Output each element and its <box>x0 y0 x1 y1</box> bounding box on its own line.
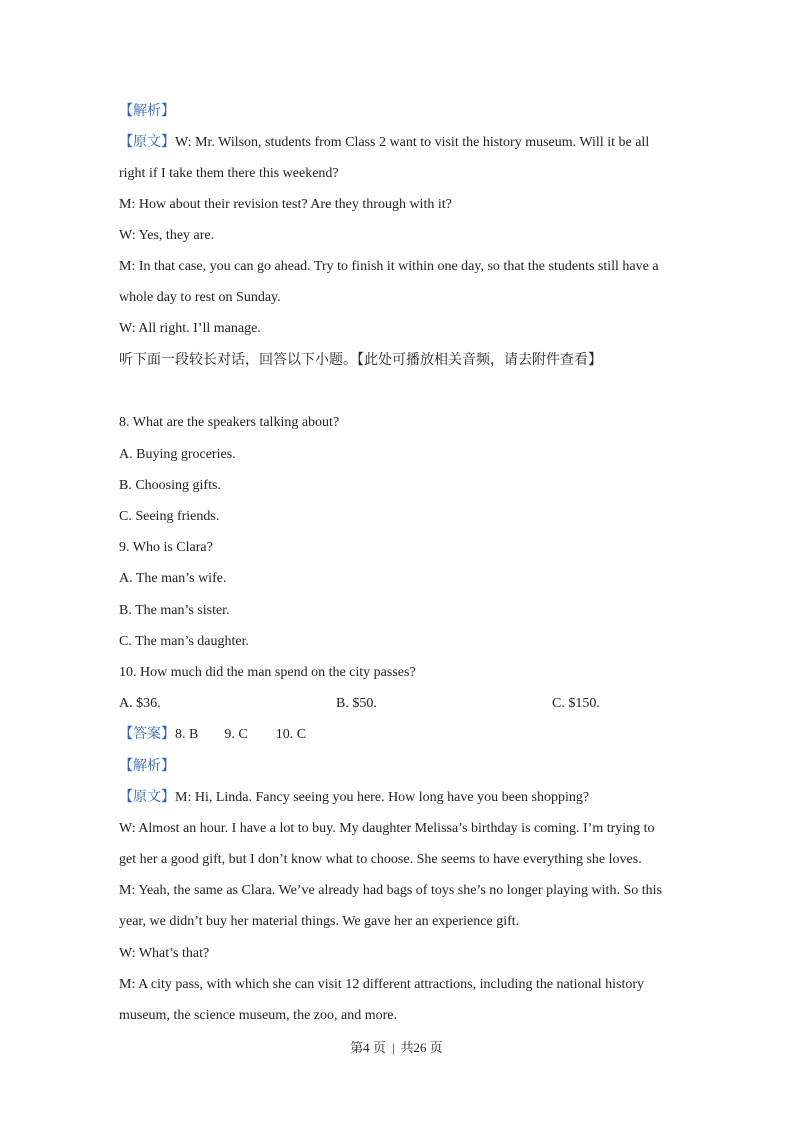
question-stem: 10. How much did the man spend on the city passes? <box>119 665 416 680</box>
footer-separator: | <box>391 1040 395 1055</box>
transcript-line <box>119 135 649 151</box>
transcript-line: M: How about their revision test? Are they through with it? <box>119 197 452 212</box>
transcript-line: M: Yeah, the same as Clara. We’ve already had bags of toys she’s no longer playing with. So this <box>119 883 662 898</box>
answer-line <box>119 727 306 743</box>
transcript-text: W: Mr. Wilson, students from Class 2 want to visit the history museum. Will it be all <box>175 135 650 150</box>
listening-instruction: 听下面一段较长对话，回答以下小题。【此处可播放相关音频，请去附件查看】 <box>119 353 602 368</box>
question-option: C. The man’s daughter. <box>119 634 249 649</box>
page-total: 共26 页 <box>400 1040 443 1055</box>
transcript-line: W: All right. I’ll manage. <box>119 321 261 336</box>
question-stem: 8. What are the speakers talking about? <box>119 415 340 430</box>
transcript-tag: 【原文】 <box>119 790 175 805</box>
page-number: 第4 页 <box>350 1040 386 1055</box>
transcript-line: right if I take them there this weekend? <box>119 166 339 181</box>
transcript-tag: 【原文】 <box>119 135 175 150</box>
transcript-line: whole day to rest on Sunday. <box>119 290 281 305</box>
answer-item: 9. C <box>224 727 248 742</box>
transcript-line: M: A city pass, with which she can visit 12 different attractions, including the national history <box>119 977 645 992</box>
transcript-text: M: Hi, Linda. Fancy seeing you here. How long have you been shopping? <box>175 790 590 805</box>
question-option: C. $150. <box>552 696 600 711</box>
analysis-tag: 【解析】 <box>119 104 175 119</box>
question-option: A. The man’s wife. <box>119 571 227 586</box>
question-stem: 9. Who is Clara? <box>119 540 213 555</box>
analysis-tag: 【解析】 <box>119 759 175 774</box>
question-option: A. Buying groceries. <box>119 447 236 462</box>
transcript-line: W: Almost an hour. I have a lot to buy. My daughter Melissa’s birthday is coming. I’m trying to <box>119 821 655 836</box>
page-footer <box>0 1040 793 1056</box>
question-option: C. Seeing friends. <box>119 509 220 524</box>
question-option: B. $50. <box>336 696 377 711</box>
answer-tag: 【答案】 <box>119 727 175 742</box>
transcript-line: W: Yes, they are. <box>119 228 215 243</box>
transcript-line <box>119 790 589 806</box>
transcript-line: W: What’s that? <box>119 946 210 961</box>
transcript-line: get her a good gift, but I don’t know what to choose. She seems to have everything she loves. <box>119 852 642 867</box>
question-option: A. $36. <box>119 696 161 711</box>
question-option: B. Choosing gifts. <box>119 478 221 493</box>
transcript-line: year, we didn’t buy her material things. We gave her an experience gift. <box>119 914 520 929</box>
question-option: B. The man’s sister. <box>119 603 230 618</box>
transcript-line: M: In that case, you can go ahead. Try to finish it within one day, so that the students still have a <box>119 259 659 274</box>
transcript-line: museum, the science museum, the zoo, and more. <box>119 1008 397 1023</box>
answer-item: 10. C <box>275 727 307 742</box>
answer-item: 8. B <box>175 727 199 742</box>
